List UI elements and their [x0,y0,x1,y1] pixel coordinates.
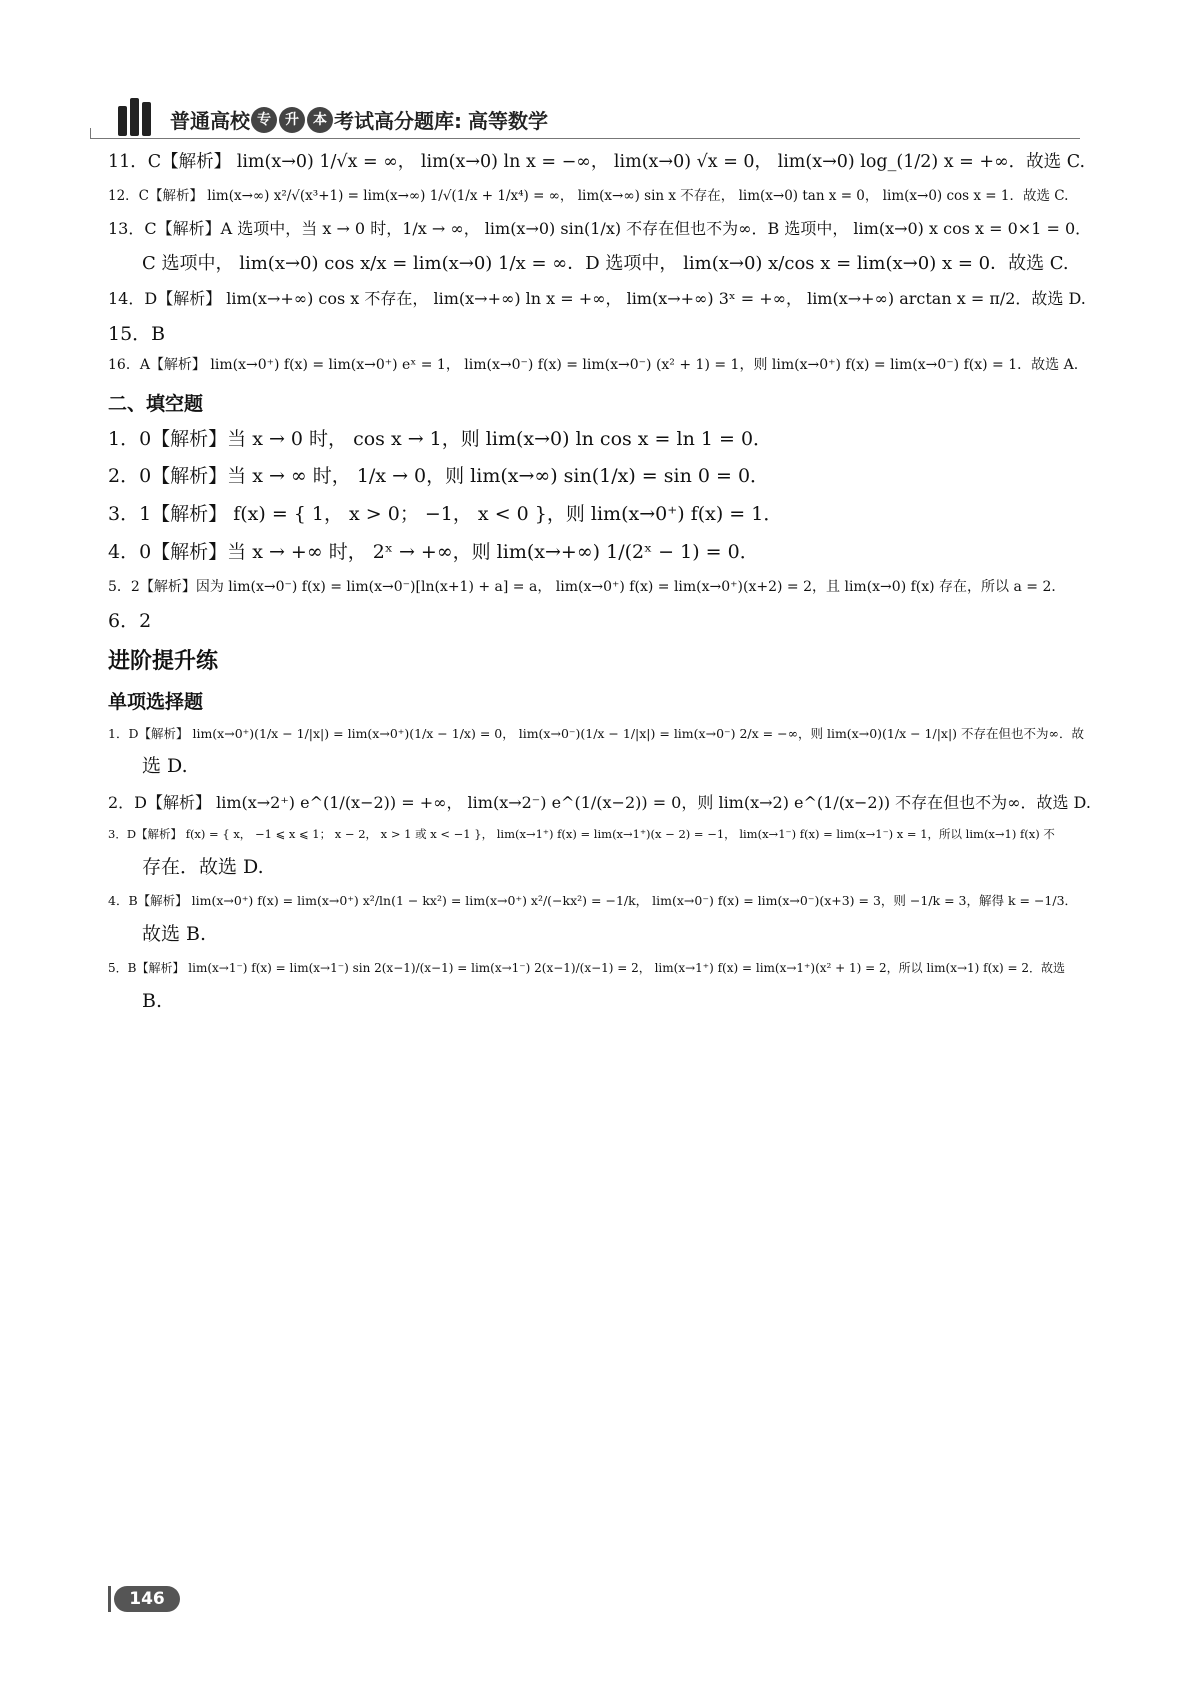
fill-answer-6: 6．2 [108,610,152,632]
badge-sheng: 升 [279,107,305,133]
header-subject: 高等数学 [468,109,548,133]
answer-13: 13．C【解析】A 选项中，当 x → 0 时，1/x → ∞， lim(x→0) sin(1/x) 不存在但也不为∞．B 选项中， lim(x→0) x cos x = 0×1 = 0． [108,218,1092,238]
adv-answer-1-continued: 选 D. [142,755,188,778]
fill-answer-4: 4．0【解析】当 x → +∞ 时， 2ˣ → +∞，则 lim(x→+∞) 1/(2ˣ − 1) = 0． [108,540,759,563]
fill-answer-5: 5．2【解析】因为 lim(x→0⁻) f(x) = lim(x→0⁻)[ln(x+1) + a] = a， lim(x→0⁺) f(x) = lim(x→0⁺)(x+2) = 2，且 lim(x→0) f(x) 存在，所以 a = 2． [108,578,1066,595]
answer-15: 15．B [108,323,166,346]
adv-answer-1: 1．D【解析】 lim(x→0⁺)(1/x − 1/|x|) = lim(x→0⁺)(1/x − 1/x) = 0， lim(x→0⁻)(1/x − 1/|x|) = lim(x→0⁻) 2/x = −∞，则 lim(x→0)(1/x − 1/|x|) 不存在但也不为∞．故 [108,725,1084,741]
adv-answer-3: 3．D【解析】 f(x) = { x， −1 ⩽ x ⩽ 1； x − 2， x > 1 或 x < −1 }， lim(x→1⁺) f(x) = lim(x→1⁺)(x − 2) = −1， lim(x→1⁻) f(x) = lim(x→1⁻) x = 1，所以 lim(x→1) f(x) 不 [108,827,1055,842]
badge-ben: 本 [307,107,333,133]
choice-answers [108,152,1093,375]
answer-content [108,152,1093,1027]
page-number-label: 146 [114,1586,180,1612]
adv-answer-5: 5．B【解析】 lim(x→1⁻) f(x) = lim(x→1⁻) sin 2(x−1)/(x−1) = lim(x→1⁻) 2(x−1)/(x−1) = 2， lim(x→1⁺) f(x) = lim(x→1⁺)(x² + 1) = 2，所以 lim(x→1) f(x) = 2．故选 [108,960,1066,975]
answer-11: 11．C【解析】 lim(x→0) 1/√x = ∞， lim(x→0) ln x = −∞， lim(x→0) √x = 0， lim(x→0) log_(1/2) x = +∞．故选 C. [108,152,1086,172]
fill-answer-1: 1．0【解析】当 x → 0 时， cos x → 1，则 lim(x→0) ln cos x = ln 1 = 0． [108,427,773,450]
advanced-answers [108,726,1093,1014]
answer-13-continued: C 选项中， lim(x→0) cos x/x = lim(x→0) 1/x = ∞．D 选项中， lim(x→0) x/cos x = lim(x→0) x = 0．故选 C. [142,252,1069,274]
answer-14: 14．D【解析】 lim(x→+∞) cos x 不存在， lim(x→+∞) ln x = +∞， lim(x→+∞) 3ˣ = +∞， lim(x→+∞) arctan x = π/2．故选 D. [108,289,1086,309]
section-fill-in: 二、填空题 [108,392,204,415]
books-logo-icon [118,98,160,136]
badge-zhuan: 专 [251,107,277,133]
adv-answer-2: 2．D【解析】 lim(x→2⁺) e^(1/(x−2)) = +∞， lim(x→2⁻) e^(1/(x−2)) = 0，则 lim(x→2) e^(1/(x−2)) 不存在但也不为∞．故选 D. [108,793,1091,813]
page-number-stripe [108,1586,111,1612]
adv-answer-5-continued: B. [142,989,163,1012]
page-number [108,1586,180,1612]
header-rule [90,138,1080,139]
section-single-choice: 单项选择题 [108,690,204,713]
answer-16: 16．A【解析】 lim(x→0⁺) f(x) = lim(x→0⁺) eˣ = 1， lim(x→0⁻) f(x) = lim(x→0⁻) (x² + 1) = 1，则 lim(x→0⁺) f(x) = lim(x→0⁻) f(x) = 1．故选 A. [108,357,1079,373]
fill-answers [108,428,1093,634]
section-advanced: 进阶提升练 [108,648,219,674]
adv-answer-4: 4．B【解析】 lim(x→0⁺) f(x) = lim(x→0⁺) x²/ln(1 − kx²) = lim(x→0⁺) x²/(−kx²) = −1/k， lim(x→0⁻) f(x) = lim(x→0⁻)(x+3) = 3，则 −1/k = 3，解得 k = −1/3． [108,893,1078,909]
answer-12: 12．C【解析】 lim(x→∞) x²/√(x³+1) = lim(x→∞) 1/√(1/x + 1/x⁴) = ∞， lim(x→∞) sin x 不存在， lim(x→0) tan x = 0， lim(x→0) cos x = 1．故选 C. [108,187,1069,204]
adv-answer-4-continued: 故选 B. [142,922,207,945]
adv-answer-3-continued: 存在．故选 D. [142,855,264,878]
fill-answer-3: 3．1【解析】 f(x) = { 1， x > 0； −1， x < 0 }，则 lim(x→0⁺) f(x) = 1． [108,503,783,525]
page-header [90,92,1080,142]
header-title: 普通高校 专 升 本 考试高分题库: 高等数学 [170,105,548,134]
fill-answer-2: 2．0【解析】当 x → ∞ 时， 1/x → 0，则 lim(x→∞) sin(1/x) = sin 0 = 0． [108,465,770,488]
